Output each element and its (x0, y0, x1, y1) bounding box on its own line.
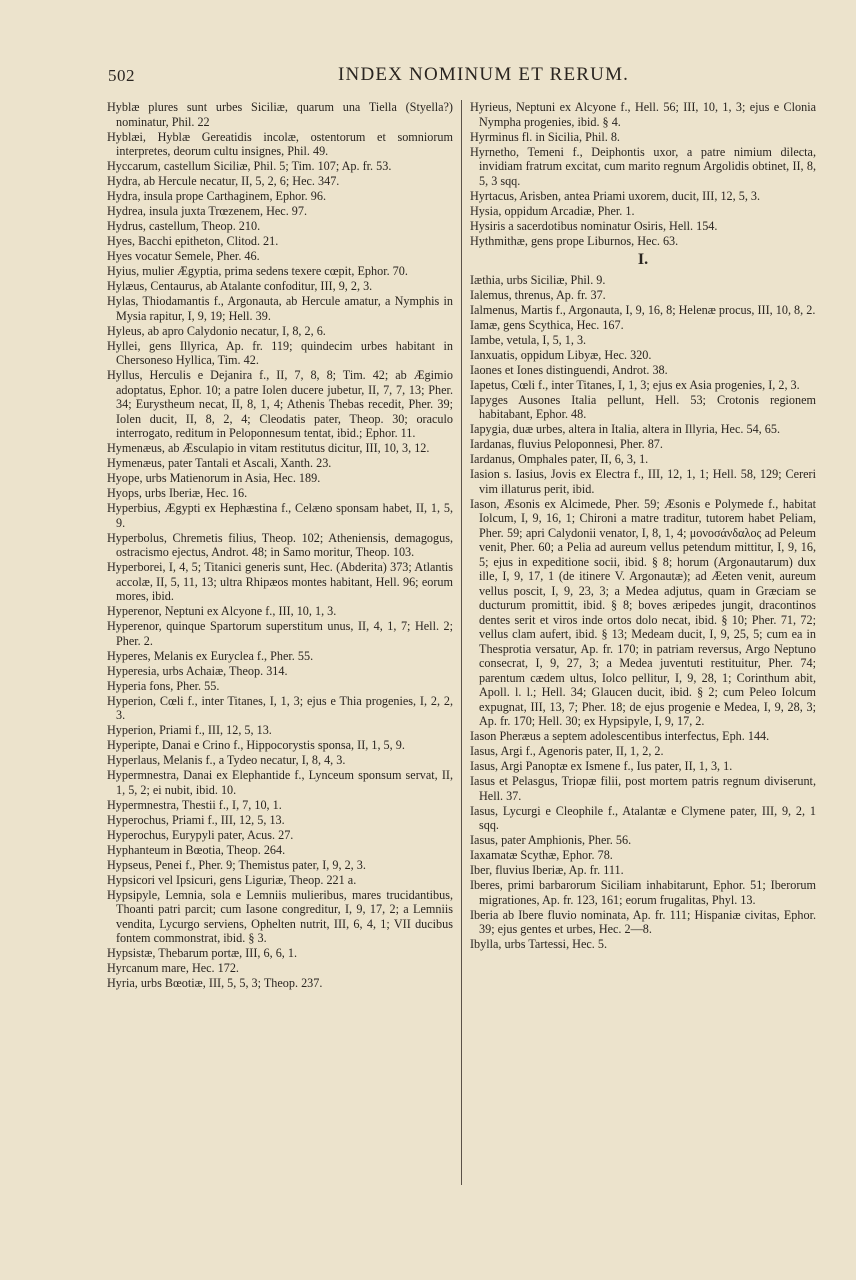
index-entry: Hyperipte, Danai e Crino f., Hippocorystis sponsa, II, 1, 5, 9. (107, 738, 405, 752)
column-divider (461, 100, 462, 1185)
index-entry: Hymenæus, ab Æsculapio in vitam restitutus dicitur, III, 10, 3, 12. (107, 441, 430, 455)
index-entry: Ibylla, urbs Tartessi, Hec. 5. (470, 937, 608, 951)
index-entry: Hyperlaus, Melanis f., a Tydeo necatur, I, 8, 4, 3. (107, 753, 346, 767)
index-entry: Hyrminus fl. in Sicilia, Phil. 8. (470, 129, 620, 144)
index-entry: Hyperenor, quinque Spartorum superstitum unus, II, 4, 1, 7; Hell. 2; Pher. 2. (107, 619, 453, 648)
index-entry: Hyrcanum mare, Hec. 172. (107, 961, 239, 975)
index-entry: Hyllei, gens Illyrica, Ap. fr. 119; quindecim urbes habitant in Chersoneso Hyllica, Tim. 42. (107, 338, 453, 367)
right-column (470, 100, 816, 952)
index-entry: Iardanus, Omphales pater, II, 6, 3, 1. (470, 452, 649, 466)
index-entry: Hyrtacus, Arisben, antea Priami uxorem, ducit, III, 12, 5, 3. (470, 188, 761, 203)
index-entry: Hyperbolus, Chremetis filius, Theop. 102; Atheniensis, demagogus, ostracismo ejectus, Androt. 48; in Samo moritur, Theop. 103. (107, 530, 453, 559)
index-entry: Hyope, urbs Matienorum in Asia, Hec. 189. (107, 471, 321, 485)
index-entry: Hythmithæ, gens prope Liburnos, Hec. 63. (470, 233, 679, 248)
running-head: INDEX NOMINUM ET RERUM. (338, 64, 630, 85)
index-entry: Iason Pheræus a septem adolescentibus interfectus, Eph. 144. (470, 729, 770, 743)
index-entry: Iasus, Lycurgi e Cleophile f., Atalantæ e Clymene pater, III, 9, 2, 1 sqq. (470, 803, 816, 832)
index-entry: Iaxamatæ Scythæ, Ephor. 78. (470, 848, 613, 862)
index-entry: Hypsicori vel Ipsicuri, gens Liguriæ, Theop. 221 a. (107, 872, 357, 887)
index-entry: Ianxuatis, oppidum Libyæ, Hec. 320. (470, 347, 652, 362)
index-entry: Hylas, Thiodamantis f., Argonauta, ab Hercule amatur, a Nymphis in Mysia rapitur, I, 9, 19; Hell. 39. (107, 294, 453, 323)
index-entry: Hylæus, Centaurus, ab Atalante confoditur, III, 9, 2, 3. (107, 279, 373, 293)
index-entry: Iaones et Iones distinguendi, Androt. 38. (470, 362, 668, 377)
index-entry: Iapyges Ausones Italia pellunt, Hell. 53; Crotonis regionem habitabant, Ephor. 48. (470, 392, 816, 421)
index-entry: Hydra, insula prope Carthaginem, Ephor. 96. (107, 189, 326, 203)
index-entry: Iason, Æsonis ex Alcimede, Pher. 59; Æsonis e Polymede f., habitat Iolcum, I, 9, 16, 1; Chironi a matre traditur, tutorem habet Peliam, Pher. 59; apri Calydonii venator, I, 8, 1, 4; μονοσάνδαλος ad Peleum venit, Pher. 60; a Pelia ad aureum vellus petendum mittitur, I, 9, 16, 5; ejus in expeditione socii, ibid. § 8; horum (Argonautarum) dux ille, I, 9, 17, 1 (de itinere V. Argonautæ); ad Æeten venit, aureum vellus poscit, I, 9, 23, 3; a Medea adjutus, quam in Græciam se ducturum promittit, ibid. § 8; boves æripedes jungit, dracontinos dentes serit et viros inde ortos dolo necat, ibid. § 10; Pher. 71, 72; vellus clam aufert, ibid. § 13; Medeam ducit, I, 9, 25, 5; cum ea in Thesprotia versatur, Ap. fr. 170; in patriam reversus, Argo Neptuno consecrat, I, 9, 27, 3; a Medea juventuti restituitur, Pher. 74; parentum cædem ultus, Iolco pellitur, I, 9, 28, 1; Corinthum abit, Apoll. l. l.; Hell. 34; Glaucen ducit, ibid. § 2; cum Peleo Iolcum expugnat, III, 13, 7; Pher. 18; de ejus progenie e Medea, I, 9, 28, 3; Ap. fr. 170; Hell. 30; ex Hypsipyle, I, 9, 17, 2. (470, 496, 816, 728)
index-entry: Hyperbius, Ægypti ex Hephæstina f., Celæno sponsam habet, II, 1, 5, 9. (107, 501, 453, 530)
index-entry: Hypsistæ, Thebarum portæ, III, 6, 6, 1. (107, 946, 298, 960)
index-entry: Hyphanteum in Bœotia, Theop. 264. (107, 842, 286, 857)
index-entry: Iber, fluvius Iberiæ, Ap. fr. 111. (470, 863, 624, 877)
index-entry: Hyblæ plures sunt urbes Siciliæ, quarum una Tiella (Styella?) nominatur, Phil. 22 (107, 100, 453, 129)
index-entry: Hyperion, Priami f., III, 12, 5, 13. (107, 723, 272, 737)
index-entry: Iasus, pater Amphionis, Pher. 56. (470, 833, 632, 847)
index-entry: Hyes, Bacchi epitheton, Clitod. 21. (107, 234, 279, 248)
index-entry: Hyperes, Melanis ex Euryclea f., Pher. 55. (107, 648, 314, 663)
section-letter-heading: I. (637, 251, 649, 268)
index-entry: Hyccarum, castellum Siciliæ, Phil. 5; Tim. 107; Ap. fr. 53. (107, 159, 392, 173)
index-entry: Iapygia, duæ urbes, altera in Italia, altera in Illyria, Hec. 54, 65. (470, 422, 780, 436)
index-entry: Hyleus, ab apro Calydonio necatur, I, 8, 2, 6. (107, 323, 326, 338)
index-entry: Iamæ, gens Scythica, Hec. 167. (470, 317, 624, 332)
index-entry: Hymenæus, pater Tantali et Ascali, Xanth. 23. (107, 456, 332, 470)
index-entry: Hyllus, Herculis e Dejanira f., II, 7, 8, 8; Tim. 42; ab Ægimio adoptatus, Ephor. 10; a patre Iolen ducere jubetur, II, 7, 7, 13; Pher. 34; Eurystheum necat, II, 8, 1, 4; Athenis Thebas recedit, Pher. 39; Iolen ducit, II, 8, 2, 4; Cleodatis pater, Theop. 30; oraculo interrogato, reditum in Peloponnesum tentat, ibid.; Ephor. 11. (107, 368, 453, 440)
page-number: 502 (108, 66, 135, 85)
index-entry: Hyops, urbs Iberiæ, Hec. 16. (107, 486, 248, 500)
index-entry: Ialmenus, Martis f., Argonauta, I, 9, 16, 8; Helenæ procus, III, 10, 8, 2. (470, 302, 816, 317)
index-entry: Iberia ab Ibere fluvio nominata, Ap. fr. 111; Hispaniæ civitas, Ephor. 39; ejus gentes et urbes, Hec. 2—8. (470, 907, 816, 936)
index-entry: Hyblæi, Hyblæ Gereatidis incolæ, ostentorum et somniorum interpretes, deorum cultu insignes, Phil. 49. (107, 129, 453, 158)
index-entry: Hysiris a sacerdotibus nominatur Osiris, Hell. 154. (470, 218, 718, 233)
index-entry: Hyrnetho, Temeni f., Deiphontis uxor, a patre nimium dilecta, invidiam fratrum excitat, cum marito regnum Argolidis obtinet, II, 8, 5, 3 sqq. (470, 144, 816, 188)
index-entry: Hyperochus, Priami f., III, 12, 5, 13. (107, 812, 285, 827)
left-column (107, 100, 453, 991)
index-entry: Hyperborei, I, 4, 5; Titanici generis sunt, Hec. (Abderita) 373; Atlantis accolæ, II, 5, 11, 13; ultra Rhipæos montes habitant, Hell. 96; eorum mores, ibid. (107, 560, 453, 603)
index-entry: Iasus et Pelasgus, Triopæ filii, post mortem patris regnum diviserunt, Hell. 37. (470, 774, 816, 803)
index-entry: Hyperia fons, Pher. 55. (107, 678, 220, 693)
index-entry: Iasus, Argi f., Agenoris pater, II, 1, 2, 2. (470, 744, 664, 758)
index-entry: Iberes, primi barbarorum Siciliam inhabitarunt, Ephor. 51; Iberorum migrationes, Ap. fr. 123, 161; eorum frugalitas, Phyl. 13. (470, 878, 816, 907)
index-entry: Hydra, ab Hercule necatur, II, 5, 2, 6; Hec. 347. (107, 174, 340, 188)
index-entry: Iambe, vetula, I, 5, 1, 3. (470, 332, 587, 347)
index-entry: Hypseus, Penei f., Pher. 9; Themistus pater, I, 9, 2, 3. (107, 857, 366, 872)
index-entry: Hysia, oppidum Arcadiæ, Pher. 1. (470, 203, 635, 218)
index-entry: Hypermnestra, Danai ex Elephantide f., Lynceum sponsum servat, II, 1, 5, 2; ei nubit, ibid. 10. (107, 768, 453, 797)
index-entry: Hypsipyle, Lemnia, sola e Lemniis mulieribus, mares trucidantibus, Thoanti patri parcit; cum Iasone congreditur, I, 9, 17, 2; a Lemniis vendita, Lycurgo serviens, Ophelten nutrit, III, 6, 4, 1; VII ducibus fontem commonstrat, ibid. § 3. (107, 887, 453, 945)
index-entry: Iapetus, Cœli f., inter Titanes, I, 1, 3; ejus ex Asia progenies, I, 2, 3. (470, 377, 800, 392)
index-entry: Hypermnestra, Thestii f., I, 7, 10, 1. (107, 797, 282, 812)
index-entry: Hydrus, castellum, Theop. 210. (107, 219, 261, 233)
index-entry: Hyperesia, urbs Achaiæ, Theop. 314. (107, 663, 288, 678)
index-entry: Hyria, urbs Bœotiæ, III, 5, 5, 3; Theop. 237. (107, 976, 323, 990)
index-entry: Iasus, Argi Panoptæ ex Ismene f., Ius pater, II, 1, 3, 1. (470, 759, 733, 773)
index-entry: Hyperion, Cœli f., inter Titanes, I, 1, 3; ejus e Thia progenies, I, 2, 2, 3. (107, 693, 453, 722)
index-entry: Ialemus, threnus, Ap. fr. 37. (470, 287, 606, 302)
index-entry: Hyrieus, Neptuni ex Alcyone f., Hell. 56; III, 10, 1, 3; ejus e Clonia Nympha progenies, ibid. § 4. (470, 100, 816, 129)
index-entry: Hyperenor, Neptuni ex Alcyone f., III, 10, 1, 3. (107, 604, 337, 618)
index-entry: Iardanas, fluvius Peloponnesi, Pher. 87. (470, 437, 663, 451)
index-entry: Hyperochus, Eurypyli pater, Acus. 27. (107, 827, 294, 842)
index-entry: Hyius, mulier Ægyptia, prima sedens texere cœpit, Ephor. 70. (107, 264, 408, 278)
index-entry: Iasion s. Iasius, Jovis ex Electra f., III, 12, 1, 1; Hell. 58, 129; Cereri vim illaturus perit, ibid. (470, 467, 816, 496)
index-entry: Iæthia, urbs Siciliæ, Phil. 9. (470, 272, 606, 287)
index-entry: Hydrea, insula juxta Trœzenem, Hec. 97. (107, 204, 308, 218)
index-entry: Hyes vocatur Semele, Pher. 46. (107, 249, 260, 263)
